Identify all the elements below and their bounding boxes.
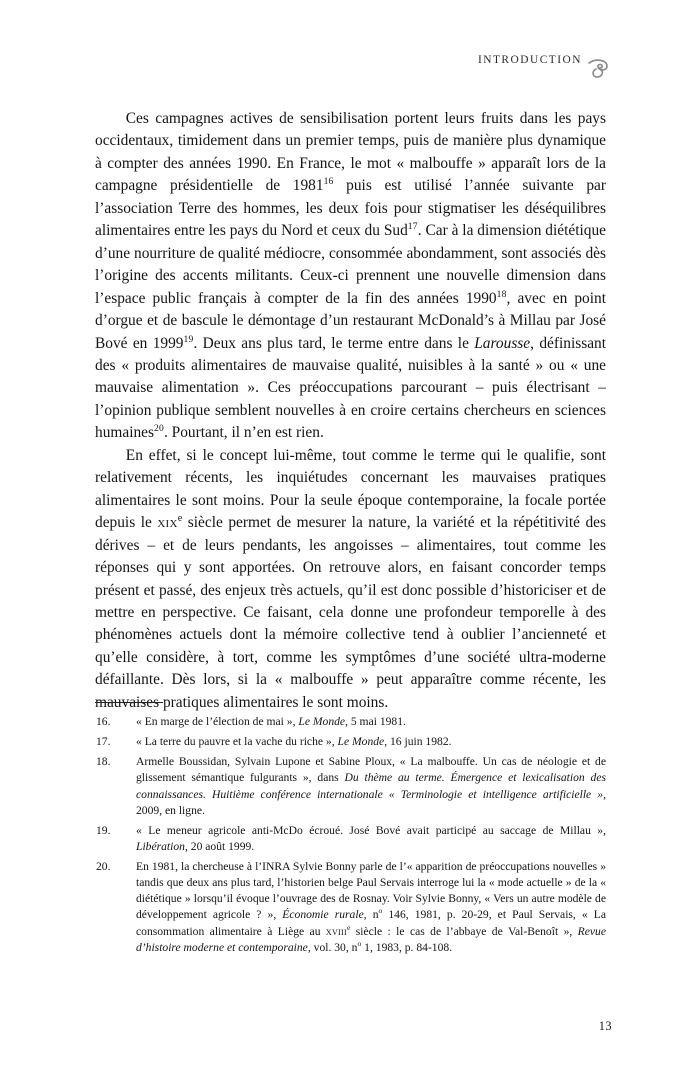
running-head-label: INTRODUCTION (477, 54, 582, 66)
paragraph-1-segment-2: puis est utilisé l’année suivante par l’association Terre des hommes, les deux fois pour stigmatiser les déséquilibres alimentaires entre les pays du Nord et ceux du Sud (95, 177, 607, 240)
numero-ordinal: o (378, 906, 383, 916)
footnote-segment: « Le meneur agricole anti-McDo écroué. José Bové avait participé au saccage de Millau », (136, 823, 606, 837)
paragraph-2 (95, 445, 606, 714)
footnote-segment: 146, 1981, p. 20-29, et Paul Servais, « La consommation alimentaire à Liège au (136, 908, 606, 938)
footnote-italic-title: Revue d’histoire moderne et contemporaine (136, 924, 606, 954)
footnote-number: 17. (96, 735, 111, 749)
citation-larousse: Larousse (474, 334, 531, 352)
footnote-italic-title: Économie rurale (282, 908, 364, 922)
footnote-segment: 1, 1983, p. 84-108. (361, 940, 453, 954)
running-head (478, 55, 612, 81)
paragraph-1 (95, 108, 606, 445)
footnote-marker-19[interactable]: 19 (183, 333, 194, 345)
footnote-text (136, 754, 606, 818)
footnote-item (95, 754, 606, 818)
footnote-italic-title: Le Monde (298, 715, 346, 728)
paragraph-1-segment-1: Ces campagnes actives de sensibilisation portent leurs fruits dans les pays occidentaux, timidement dans un premier temps, puis de manière plus dynamique à compter des années 1990. En France, le mot « malbouffe » apparaît lors de la campagne présidentielle de 1981 (95, 110, 606, 195)
paragraph-2-segment-2: siècle permet de mesurer la nature, la variété et la répétitivité des dérives – et de leurs pendants, les angoisses – alimentaires, tout comme les réponses qui y sont apportées. On retrouve alors, en faisant concorder temps présent et passé, des enjeux très actuels, qu’il est donc possible d’historiciser et de mettre en perspective. Ce faisant, cela donne une profondeur temporelle à des phénomènes actuels dont la mémoire collective tend à oublier l’ancienneté et qu’elle considère, à tort, comme les symptômes d’une société ultra-moderne défaillante. Dès lors, si la « malbouffe » peut apparaître comme récente, les mauvaises pratiques alimentaires le sont moins. (95, 514, 606, 711)
paragraph-1-segment-6: , définissant des « produits alimentaires de mauvaise qualité, nuisibles à la santé » ou « une mauvaise alimentation ». Ces préoccupations parcourant – puis électrisant – l’opinion publique semblent nouvelles à en croire certains chercheurs en sciences humaines (95, 334, 606, 442)
footnote-segment: En 1981, la chercheuse à l’INRA Sylvie Bonny parle de l’« apparition de préoccupations nouvelles » tandis que deux ans plus tard, l’historien belge Paul Servais interroge lui la « mode actuelle » de la « diététique » lorsqu’il évoque l’ouvrage des de Rosnay. Voir Sylvie Bonny, « Vers un autre modèle de développement agricole ? », (136, 860, 606, 922)
paragraph-2-segment-1: En effet, si le concept lui-même, tout comme le terme qui le qualifie, sont relativement récents, les inquiétudes concernant les mauvaises pratiques alimentaires le sont moins. Pour la seule époque contemporaine, la focale portée depuis le (95, 446, 606, 532)
footnote-separator-rule (95, 702, 163, 703)
footnote-number: 19. (96, 823, 111, 837)
footnote-italic-title: Libération (136, 839, 185, 853)
footnote-text (136, 734, 606, 750)
century-ordinal-suffix: e (177, 513, 183, 525)
footnote-number: 20. (96, 860, 111, 874)
footnote-segment: , n (363, 908, 379, 922)
footnote-segment: « En marge de l’élection de mai », (136, 715, 299, 728)
footnote-item (95, 714, 606, 730)
century-numeral-xix: xix (157, 514, 178, 532)
footnote-number: 16. (96, 715, 111, 728)
footnote-segment: , 20 août 1999. (184, 839, 255, 853)
page-number: 13 (598, 1019, 612, 1033)
footnote-item (95, 734, 606, 750)
paragraph-1-segment-3: . Car à la dimension diététique d’une nourriture de qualité médiocre, consommée abondamment, sont associés dès l’origine des accents militants. Ceux-ci prennent une nouvelle dimension dans l’espace public français à compter de la fin des années 1990 (95, 222, 606, 307)
paragraph-1-segment-7: . Pourtant, il n’en est rien. (163, 424, 324, 442)
footnote-text (136, 823, 606, 855)
paragraph-1-segment-5: . Deux ans plus tard, le terme entre dans le (193, 334, 475, 352)
footnote-italic-title: Du thème au terme. Émergence et lexicalisation des connaissances. Huitième conférence internationale « Terminologie et intelligence artificielle » (136, 771, 607, 801)
century-numeral-xviii: xviii (325, 924, 347, 938)
footnote-segment: Armelle Boussidan, Sylvain Lupone et Sabine Ploux, « La malbouffe. Un cas de néologie et de glissement sémantique fulgurants », dans (136, 755, 606, 785)
paragraph-1-segment-4: , avec en point d’orgue et de bascule le démontage d’un restaurant McDonald’s à Millau par José Bové en 1999 (95, 289, 607, 352)
footnotes-section (95, 702, 606, 960)
footnote-marker-16[interactable]: 16 (323, 176, 334, 188)
footnote-segment: , 5 mai 1981. (345, 715, 406, 728)
footnote-text (136, 859, 606, 956)
footnote-segment: , vol. 30, n (307, 940, 358, 954)
footnote-text (136, 714, 606, 730)
footnote-item (95, 859, 606, 956)
footnote-item (95, 823, 606, 855)
body-text (95, 108, 606, 714)
footnote-marker-18[interactable]: 18 (496, 288, 507, 300)
calligraphic-flourish-icon (586, 56, 612, 82)
footnote-segment: , 16 juin 1982. (384, 735, 452, 749)
footnote-segment: , 2009, en ligne. (136, 787, 606, 817)
footnote-marker-17[interactable]: 17 (407, 221, 418, 233)
footnote-marker-20[interactable]: 20 (154, 423, 164, 435)
footnote-segment: siècle : le cas de l’abbaye de Val-Benoît », (350, 924, 578, 938)
footnote-segment: « La terre du pauvre et la vache du riche », (136, 735, 338, 749)
numero-ordinal: o (357, 938, 362, 948)
footnote-italic-title: Le Monde (337, 735, 385, 749)
footnote-number: 18. (96, 755, 111, 769)
century-ordinal-suffix: e (346, 922, 351, 932)
